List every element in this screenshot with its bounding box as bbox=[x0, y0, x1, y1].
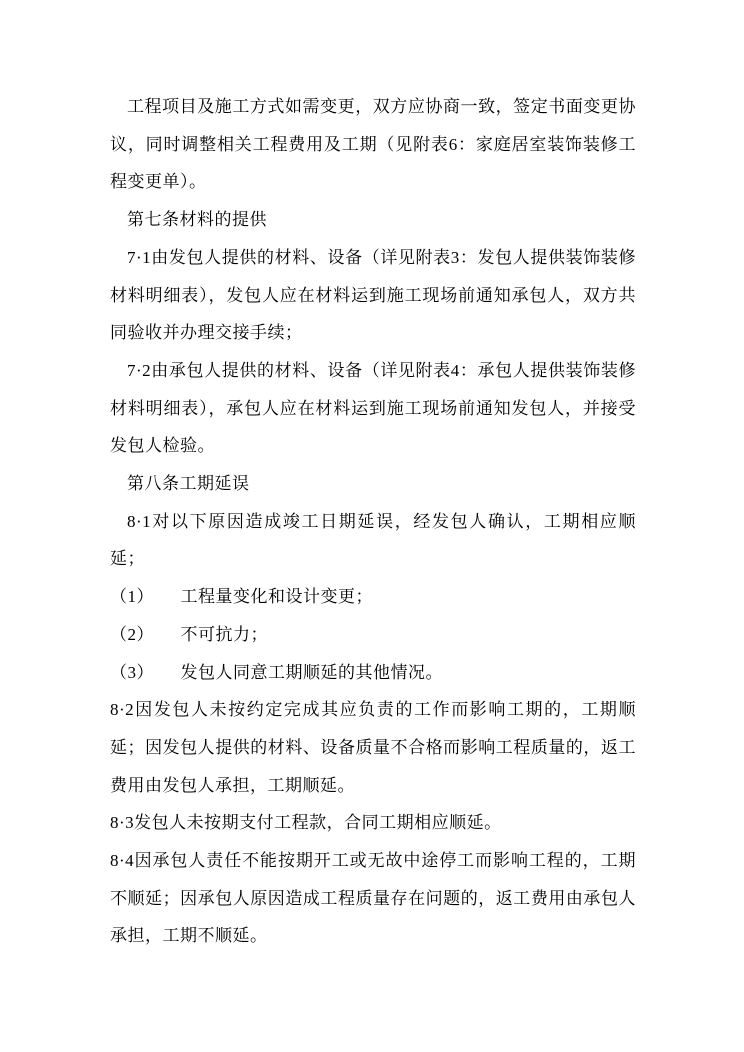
paragraph-8-1: 8·1对以下原因造成竣工日期延误，经发包人确认，工期相应顺延； bbox=[110, 511, 636, 569]
heading-article-7: 第七条材料的提供 bbox=[127, 210, 267, 230]
document-body bbox=[110, 88, 636, 955]
heading-article-8: 第八条工期延误 bbox=[127, 474, 250, 494]
list-item-1: （1） 工程量变化和设计变更； bbox=[110, 587, 373, 607]
paragraph-change-clause: 工程项目及施工方式如需变更，双方应协商一致，签定书面变更协议，同时调整相关工程费用及工期（见附表6：家庭居室装饰装修工程变更单）。 bbox=[110, 97, 636, 192]
paragraph-8-4: 8·4因承包人责任不能按期开工或无故中途停工而影响工程的，工期不顺延；因承包人原因造成工程质量存在问题的，返工费用由承包人承担，工期不顺延。 bbox=[110, 851, 636, 946]
paragraph-7-2: 7·2由承包人提供的材料、设备（详见附表4：承包人提供装饰装修材料明细表），承包人应在材料运到施工现场前通知发包人，并接受发包人检验。 bbox=[110, 360, 636, 456]
paragraph-7-1: 7·1由发包人提供的材料、设备（详见附表3：发包人提供装饰装修材料明细表），发包人应在材料运到施工现场前通知承包人，双方共同验收并办理交接手续； bbox=[110, 247, 636, 343]
paragraph-8-2: 8·2因发包人未按约定完成其应负责的工作而影响工期的，工期顺延；因发包人提供的材料、设备质量不合格而影响工程质量的，返工费用由发包人承担，工期顺延。 bbox=[110, 700, 636, 795]
paragraph-8-3: 8·3发包人未按期支付工程款，合同工期相应顺延。 bbox=[110, 813, 502, 833]
list-item-2: （2） 不可抗力； bbox=[110, 624, 268, 644]
list-item-3: （3） 发包人同意工期顺延的其他情况。 bbox=[110, 662, 443, 682]
